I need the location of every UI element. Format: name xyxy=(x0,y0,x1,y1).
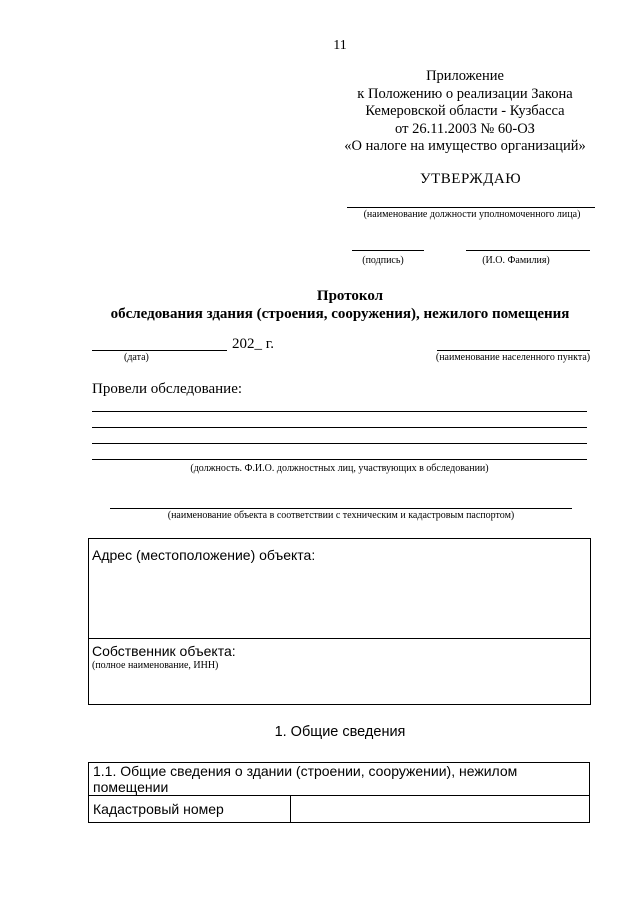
protocol-title-line1: Протокол xyxy=(316,288,384,304)
protocol-title xyxy=(0,287,640,323)
appendix-block xyxy=(330,68,600,156)
signature-caption: (подпись) xyxy=(362,255,404,266)
name-caption: (И.О. Фамилия) xyxy=(482,255,550,266)
protocol-title-line2: обследования здания (строения, сооружения), нежилого помещения xyxy=(110,306,570,322)
general-info-table xyxy=(88,762,590,823)
owner-label: Собственник объекта: xyxy=(92,643,236,659)
appendix-line: к Положению о реализации Закона xyxy=(357,85,573,102)
address-label: Адрес (местоположение) объекта: xyxy=(92,547,316,563)
date-line xyxy=(92,350,227,351)
inspection-line xyxy=(92,427,587,428)
year-text: 202_ г. xyxy=(232,336,274,352)
object-name-line xyxy=(110,508,572,509)
place-caption: (наименование населенного пункта) xyxy=(435,352,591,363)
object-details-box xyxy=(88,538,591,705)
place-line xyxy=(437,350,590,351)
name-line xyxy=(466,250,590,251)
section-heading: 1. Общие сведения xyxy=(274,724,406,740)
box-divider xyxy=(89,638,590,639)
appendix-line: от 26.11.2003 № 60-ОЗ xyxy=(395,120,535,137)
owner-caption: (полное наименование, ИНН) xyxy=(92,660,219,671)
appendix-line: Кемеровской области - Кузбасса xyxy=(365,103,565,119)
table-row xyxy=(89,796,590,823)
approval-title: УТВЕРЖДАЮ xyxy=(420,171,522,187)
inspection-line xyxy=(92,443,587,444)
position-line xyxy=(347,207,595,208)
date-caption: (дата) xyxy=(124,352,149,363)
object-caption: (наименование объекта в соответствии с техническим и кадастровым паспортом) xyxy=(167,510,515,521)
inspection-label: Провели обследование: xyxy=(92,381,243,397)
page-number: 11 xyxy=(333,38,347,53)
cadastral-number-label: Кадастровый номер xyxy=(89,796,291,823)
appendix-line: «О налоге на имущество организаций» xyxy=(344,138,586,154)
table-header-cell: 1.1. Общие сведения о здании (строении, сооружении), нежилом помещении xyxy=(89,763,590,796)
appendix-line: Приложение xyxy=(426,68,504,84)
cadastral-number-value[interactable] xyxy=(291,796,590,823)
position-caption: (наименование должности уполномоченного лица) xyxy=(363,209,581,220)
signature-line xyxy=(352,250,424,251)
table-row xyxy=(89,763,590,796)
inspection-line xyxy=(92,459,587,460)
inspection-line xyxy=(92,411,587,412)
inspection-caption: (должность. Ф.И.О. должностных лиц, участвующих в обследовании) xyxy=(190,463,489,474)
